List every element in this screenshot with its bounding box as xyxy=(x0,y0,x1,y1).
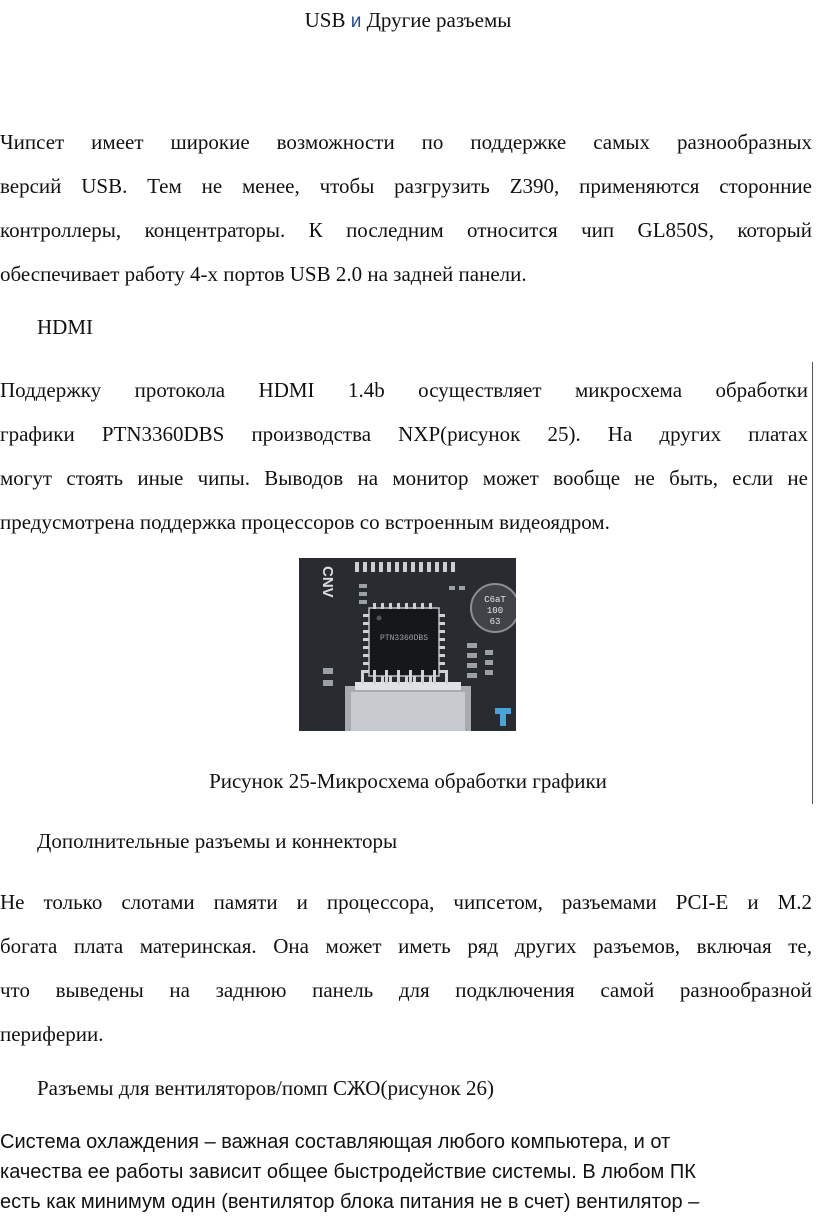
paragraph-line: предусмотрена поддержка процессоров со встроенным видеоядром. xyxy=(0,510,610,534)
paragraph-line: периферии. xyxy=(0,1022,104,1046)
paragraph-line: версий USB. Тем не менее, чтобы разгрузить Z390, применяются сторонние xyxy=(0,174,812,198)
paragraph-line: Система охлаждения – важная составляющая любого компьютера, и от xyxy=(0,1131,671,1153)
heading-fans: Разъемы для вентиляторов/помп СЖО(рисунок 26) xyxy=(37,1076,494,1100)
heading-hdmi: HDMI xyxy=(37,315,93,339)
paragraph-line: есть как минимум один (вентилятор блока питания не в счет) вентилятор – xyxy=(0,1191,700,1213)
heading-extra-connectors: Дополнительные разъемы и коннекторы xyxy=(37,829,398,853)
paragraph-connectors xyxy=(0,880,812,1056)
paragraph-line: Поддержку протокола HDMI 1.4b осуществляет микросхема обработки xyxy=(0,378,808,402)
paragraph-line: что выведены на заднюю панель для подключения самой разнообразной xyxy=(0,978,812,1002)
chip-marking: PTN3360DBS xyxy=(379,634,429,643)
board-label: CNV xyxy=(319,566,336,598)
cap-label-3: 63 xyxy=(489,617,501,627)
cap-label-2: 100 xyxy=(486,606,504,616)
paragraph-line: богата плата материнская. Она может иметь ряд других разъемов, включая те, xyxy=(0,934,812,958)
paragraph-line: могут стоять иные чипы. Выводов на монитор может вообще не быть, если не xyxy=(0,466,808,490)
title-and: и xyxy=(350,11,362,32)
paragraph-line: Не только слотами памяти и процессора, чипсетом, разъемами PCI-E и M.2 xyxy=(0,890,812,914)
paragraph-line: контроллеры, концентраторы. К последним относится чип GL850S, который xyxy=(0,218,812,242)
title-rest: Другие разъемы xyxy=(366,8,512,32)
page-title xyxy=(0,6,816,36)
paragraph-hdmi xyxy=(0,368,808,544)
title-usb: USB xyxy=(304,8,346,32)
figure-caption: Рисунок 25-Микросхема обработки графики xyxy=(209,769,607,793)
paragraph-line: графики PTN3360DBS производства NXP(рисунок 25). На других платах xyxy=(0,422,808,446)
figure-chip-photo xyxy=(299,558,516,731)
paragraph-line: Чипсет имеет широкие возможности по поддержке самых разнообразных xyxy=(0,130,812,154)
cap-label-1: C6aT xyxy=(484,595,506,605)
chip-photo-graphic xyxy=(299,558,516,731)
paragraph-cooling xyxy=(0,1127,790,1217)
paragraph-usb xyxy=(0,120,812,296)
paragraph-line: качества ее работы зависит общее быстродействие системы. В любом ПК xyxy=(0,1161,696,1183)
margin-rule xyxy=(812,362,813,804)
paragraph-line: обеспечивает работу 4-х портов USB 2.0 на задней панели. xyxy=(0,262,527,286)
